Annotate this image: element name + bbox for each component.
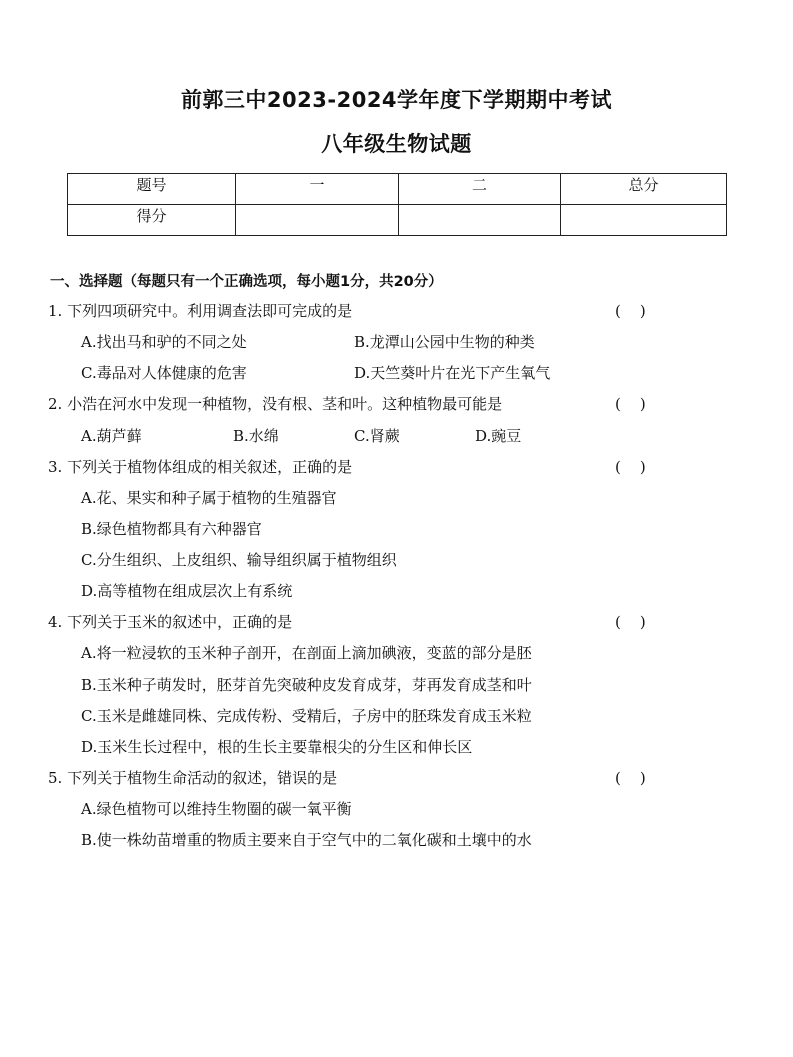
- option: A.葫芦藓: [81, 427, 142, 445]
- score-cell[interactable]: [236, 205, 399, 236]
- option: D.天竺葵叶片在光下产生氧气: [354, 364, 551, 382]
- score-header-cell: 总分: [561, 174, 727, 205]
- option: C.毒品对人体健康的危害: [81, 364, 247, 382]
- score-cell[interactable]: [399, 205, 561, 236]
- exam-title: 前郭三中2023-2024学年度下学期期中考试: [180, 88, 613, 112]
- answer-blank[interactable]: ( ): [615, 769, 646, 787]
- option: A.将一粒浸软的玉米种子剖开，在剖面上滴加碘液，变蓝的部分是胚: [81, 644, 532, 662]
- answer-blank[interactable]: ( ): [615, 395, 646, 413]
- score-row-label: 得分: [68, 205, 236, 236]
- option: D.豌豆: [475, 427, 522, 445]
- option: B.水绵: [233, 427, 279, 445]
- score-cell[interactable]: [561, 205, 727, 236]
- option: D.高等植物在组成层次上有系统: [81, 582, 293, 600]
- option: A.找出马和驴的不同之处: [81, 333, 247, 351]
- answer-blank[interactable]: ( ): [615, 613, 646, 631]
- question-stem: 5. 下列关于植物生命活动的叙述，错误的是: [48, 769, 338, 787]
- question-stem: 2. 小浩在河水中发现一种植物，没有根、茎和叶。这种植物最可能是: [48, 395, 503, 413]
- section-title: 一、选择题（每题只有一个正确选项，每小题1分，共20分）: [50, 274, 443, 290]
- score-header-cell: 一: [236, 174, 399, 205]
- answer-blank[interactable]: ( ): [615, 458, 646, 476]
- option: D.玉米生长过程中，根的生长主要靠根尖的分生区和伸长区: [81, 738, 473, 756]
- score-header-cell: 二: [399, 174, 561, 205]
- option: B.龙潭山公园中生物的种类: [354, 333, 535, 351]
- score-header-cell: 题号: [68, 174, 236, 205]
- option: C.分生组织、上皮组织、输导组织属于植物组织: [81, 551, 397, 569]
- exam-subtitle: 八年级生物试题: [321, 132, 472, 156]
- option: B.使一株幼苗增重的物质主要来自于空气中的二氧化碳和土壤中的水: [81, 831, 532, 849]
- question-stem: 3. 下列关于植物体组成的相关叙述，正确的是: [48, 458, 353, 476]
- option: C.玉米是雌雄同株、完成传粉、受精后，子房中的胚珠发育成玉米粒: [81, 707, 532, 725]
- option: B.绿色植物都具有六种器官: [81, 520, 262, 538]
- answer-blank[interactable]: ( ): [615, 302, 646, 320]
- option: A.花、果实和种子属于植物的生殖器官: [81, 489, 337, 507]
- question-stem: 1. 下列四项研究中。利用调查法即可完成的是: [48, 302, 353, 320]
- option: B.玉米种子萌发时，胚芽首先突破种皮发育成芽，芽再发育成茎和叶: [81, 676, 532, 694]
- score-table-score-row: [68, 205, 727, 236]
- option: A.绿色植物可以维持生物圈的碳一氧平衡: [81, 800, 352, 818]
- option: C.肾蕨: [354, 427, 400, 445]
- score-table: [67, 173, 727, 236]
- score-table-header-row: [68, 174, 727, 205]
- question-stem: 4. 下列关于玉米的叙述中，正确的是: [48, 613, 293, 631]
